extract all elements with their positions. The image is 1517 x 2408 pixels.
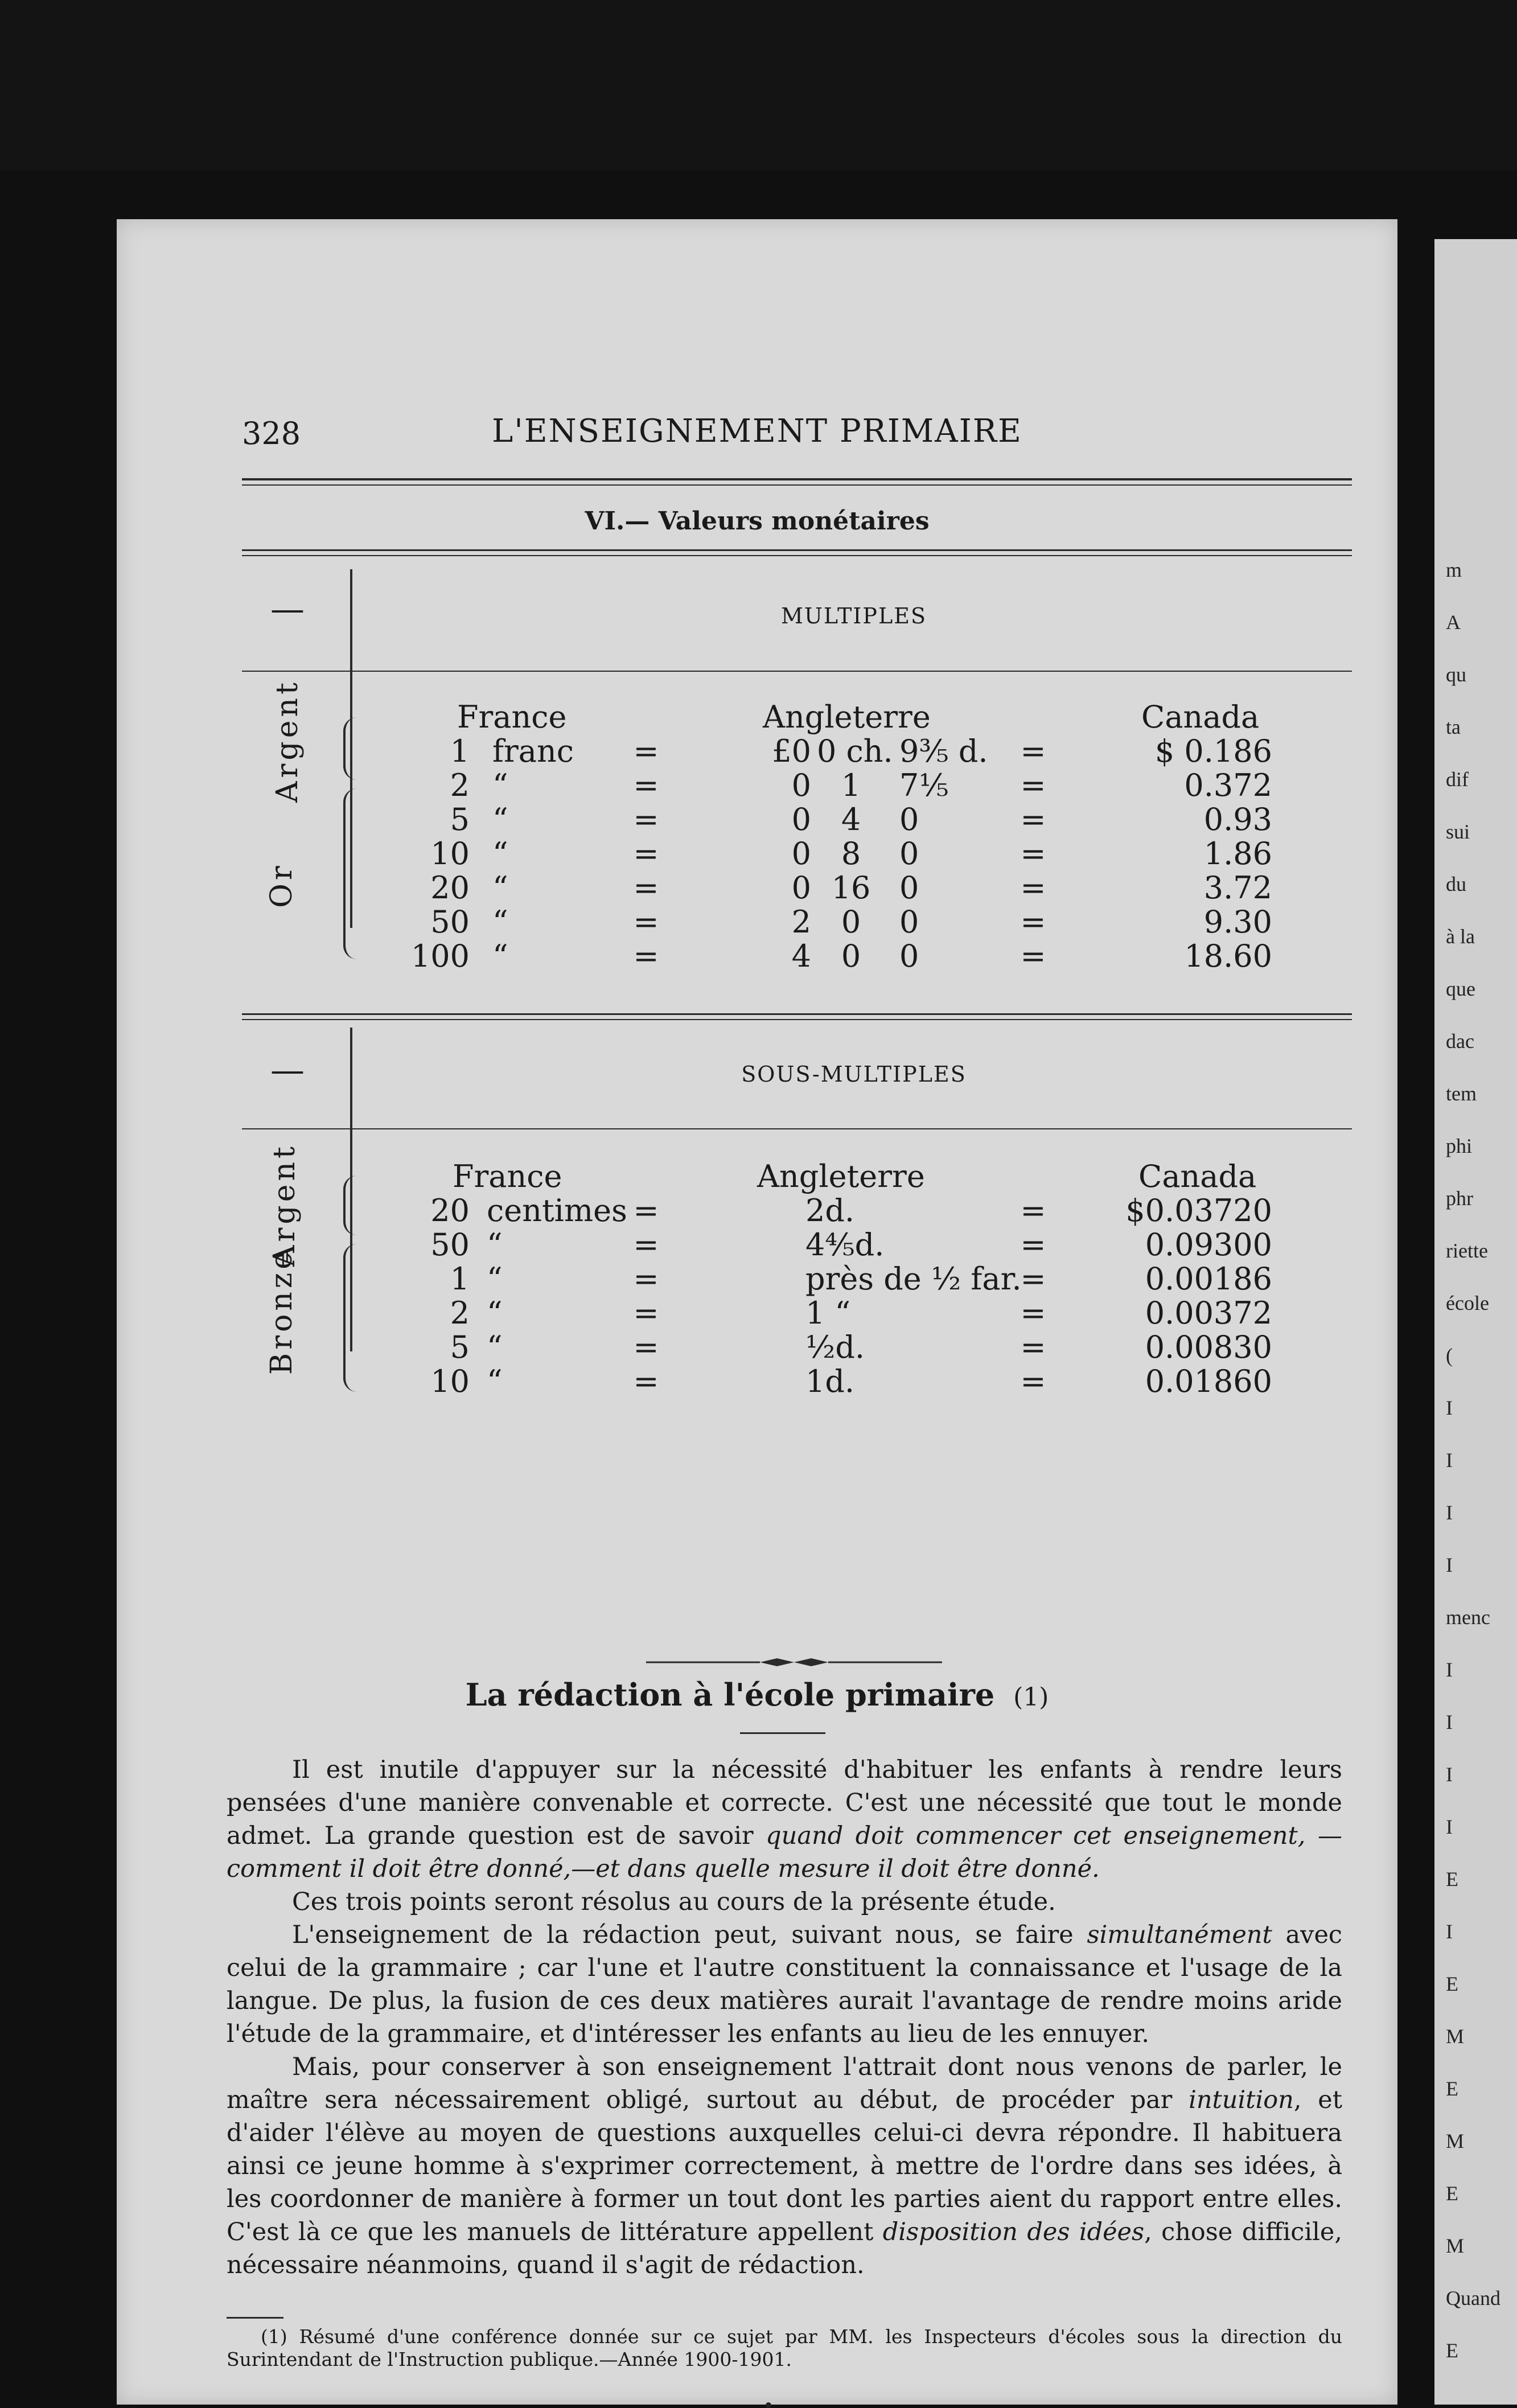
france-unit: “ <box>487 1227 503 1263</box>
adjacent-page-fragment: A <box>1446 611 1461 634</box>
equals-sign: = <box>1020 1329 1046 1365</box>
angleterre-value: 1 “ <box>805 1295 851 1331</box>
canada-value: 0.09300 <box>1145 1227 1272 1263</box>
equals-sign: = <box>633 1227 659 1263</box>
adjacent-page-fragment: I <box>1446 1554 1453 1576</box>
adjacent-page-fragment: I <box>1446 1920 1453 1943</box>
angleterre-shillings: 4 <box>841 802 861 837</box>
column-header-france: France <box>453 1158 562 1194</box>
brace <box>343 788 361 959</box>
multiples-dash: — <box>270 589 305 629</box>
france-amount: 5 <box>450 802 470 837</box>
canada-value: 0.01860 <box>1145 1363 1272 1399</box>
equals-sign: = <box>633 1363 659 1399</box>
multiples-heading: MULTIPLES <box>780 603 927 628</box>
paragraph-text: L'enseignement de la rédaction peut, suivant nous, se faire <box>292 1921 1087 1949</box>
adjacent-page-fragment: E <box>1446 1868 1458 1891</box>
equals-sign: = <box>633 1329 659 1365</box>
paragraph-text: Mais, pour conserver à son enseignement l'attrait dont nous venons de parler, le maître sera nécessairement obligé, surtout au début, de procéder par <box>227 2053 1342 2114</box>
adjacent-page-fragment: I <box>1446 1658 1453 1681</box>
running-title: L'ENSEIGNEMENT PRIMAIRE <box>492 413 1022 450</box>
adjacent-page-fragment: ( <box>1446 1344 1453 1367</box>
france-amount: 2 <box>450 1295 470 1331</box>
equals-sign: = <box>1020 733 1046 769</box>
side-label-argent: Argent <box>268 1143 302 1267</box>
adjacent-page-fragment: E <box>1446 1973 1458 1995</box>
canada-value: 18.60 <box>1184 938 1272 974</box>
side-label-bronze: Bronze <box>265 1248 299 1375</box>
angleterre-shillings: 0 <box>841 938 861 974</box>
adjacent-page-fragment: ta <box>1446 716 1461 738</box>
france-unit: “ <box>492 904 508 940</box>
adjacent-page-fragment: E <box>1446 2182 1458 2205</box>
france-unit: “ <box>487 1261 503 1297</box>
angleterre-pence: 0 <box>899 802 919 837</box>
adjacent-page-fragment: I <box>1446 1763 1453 1786</box>
canada-value: $ 0.186 <box>1154 733 1272 769</box>
canada-value: 0.93 <box>1203 802 1272 837</box>
paragraph <box>227 2051 1342 2282</box>
paragraph-text: , et d'aider l'élève au moyen de questions auxquelles celui-ci devra répondre. Il habituera ainsi ce jeune homme à s'exprimer correctement, à mettre de l'ordre dans ses idées, à les coordonner de manière à former un tout dont les parties aient du rapport entre elles. C'est là ce que les manuels de littérature appellent <box>227 2086 1342 2246</box>
france-unit: franc <box>492 733 574 769</box>
france-unit: centimes <box>487 1193 627 1228</box>
angleterre-shillings: 16 <box>831 870 871 906</box>
angleterre-pence: 7¹⁄₅ <box>899 767 949 803</box>
adjacent-page-fragment: E <box>1446 2077 1458 2100</box>
canada-value: 0.00372 <box>1145 1295 1272 1331</box>
adjacent-page-fragment: du <box>1446 873 1466 895</box>
ornament-divider <box>646 1657 942 1668</box>
adjacent-page-fragment: I <box>1446 1449 1453 1472</box>
angleterre-pounds: 0 <box>791 802 811 837</box>
header-rule-top <box>242 478 1352 480</box>
paragraph <box>227 1918 1342 2051</box>
paragraph-italic: disposition des idées <box>882 2218 1145 2246</box>
canada-value: 1.86 <box>1203 836 1272 872</box>
france-amount: 10 <box>430 1363 470 1399</box>
angleterre-pence: 0 <box>899 938 919 974</box>
adjacent-page-fragment: que <box>1446 977 1475 1000</box>
paragraph <box>227 1753 1342 1885</box>
france-unit: “ <box>492 938 508 974</box>
adjacent-page-fragment: M <box>1446 2025 1465 2048</box>
angleterre-pence: 0 <box>899 870 919 906</box>
equals-sign: = <box>633 1261 659 1297</box>
adjacent-page-fragment: riette <box>1446 1239 1488 1262</box>
column-header-canada: Canada <box>1141 699 1260 735</box>
adjacent-page-fragment: m <box>1446 558 1462 581</box>
angleterre-pounds: £0 <box>772 733 811 769</box>
adjacent-page-fragment: qu <box>1446 663 1466 686</box>
france-amount: 50 <box>430 904 470 940</box>
angleterre-value: près de ½ far. <box>805 1261 1022 1297</box>
article-title <box>117 1676 1397 1713</box>
sous-multiples-heading: SOUS-MULTIPLES <box>741 1062 967 1087</box>
header-rule-bottom <box>242 484 1352 486</box>
equals-sign: = <box>1020 1363 1046 1399</box>
adjacent-page-fragment: tem <box>1446 1082 1477 1105</box>
brace <box>343 717 361 780</box>
equals-sign: = <box>633 733 659 769</box>
equals-sign: = <box>1020 870 1046 906</box>
paragraph-text: , chose difficile, nécessaire néanmoins, quand il s'agit de rédaction. <box>227 2218 1342 2279</box>
equals-sign: = <box>1020 904 1046 940</box>
equals-sign: = <box>1020 1227 1046 1263</box>
equals-sign: = <box>1020 1193 1046 1228</box>
france-unit: “ <box>487 1329 503 1365</box>
angleterre-pence: 0 <box>899 904 919 940</box>
equals-sign: = <box>633 938 659 974</box>
adjacent-page-fragment: école <box>1446 1292 1489 1314</box>
equals-sign: = <box>1020 767 1046 803</box>
france-amount: 100 <box>410 938 470 974</box>
table-rule <box>242 1128 1352 1129</box>
france-amount: 1 <box>450 733 470 769</box>
canada-value: 0.00830 <box>1145 1329 1272 1365</box>
angleterre-shillings: 8 <box>841 836 861 872</box>
footnote: (1) Résumé d'une conférence donnée sur ce sujet par MM. les Inspecteurs d'écoles sous la direction du Surintendant de l'Instruction publique.—Année 1900-1901. <box>227 2325 1342 2370</box>
france-unit: “ <box>492 767 508 803</box>
equals-sign: = <box>1020 938 1046 974</box>
france-amount: 1 <box>450 1261 470 1297</box>
footnote-rule <box>227 2317 283 2319</box>
sous-multiples-dash: — <box>270 1050 305 1090</box>
equals-sign: = <box>1020 1261 1046 1297</box>
adjacent-page-fragment: à la <box>1446 925 1475 948</box>
canada-value: 3.72 <box>1203 870 1272 906</box>
france-amount: 50 <box>430 1227 470 1263</box>
adjacent-page-fragment: phi <box>1446 1135 1473 1157</box>
equals-sign: = <box>633 870 659 906</box>
equals-sign: = <box>1020 1295 1046 1331</box>
canada-value: 9.30 <box>1203 904 1272 940</box>
angleterre-pounds: 0 <box>791 767 811 803</box>
adjacent-page-fragment: sui <box>1446 820 1470 843</box>
equals-sign: = <box>633 802 659 837</box>
canada-value: 0.372 <box>1184 767 1272 803</box>
table-rule <box>242 671 1352 672</box>
adjacent-page-fragment: menc <box>1446 1606 1490 1629</box>
france-unit: “ <box>487 1295 503 1331</box>
table-rule <box>242 549 1352 551</box>
adjacent-page-fragment: dif <box>1446 768 1469 791</box>
france-amount: 10 <box>430 836 470 872</box>
side-label-argent: Argent <box>270 679 305 803</box>
angleterre-value: 1d. <box>805 1363 855 1399</box>
canada-value: 0.00186 <box>1145 1261 1272 1297</box>
paragraph-text: Il est inutile d'appuyer sur la nécessité d'habituer les enfants à rendre leurs pensées d'une manière convenable et correcte. C'est une nécessité que tout le monde admet. La grande question est de savoir <box>227 1756 1342 1850</box>
paragraph-italic: simultanément <box>1087 1921 1272 1949</box>
paragraph-italic: intuition <box>1189 2086 1294 2114</box>
equals-sign: = <box>633 904 659 940</box>
equals-sign: = <box>633 1295 659 1331</box>
footnote-ref: (1) <box>1013 1683 1049 1712</box>
adjacent-page-fragment: I <box>1446 1501 1453 1524</box>
adjacent-page-fragment: Quand <box>1446 2287 1500 2310</box>
adjacent-page-fragment: I <box>1446 1711 1453 1733</box>
equals-sign: = <box>1020 802 1046 837</box>
angleterre-value: 2d. <box>805 1193 855 1228</box>
table-divider <box>350 1028 352 1130</box>
equals-sign: = <box>633 836 659 872</box>
france-amount: 5 <box>450 1329 470 1365</box>
table-rule <box>242 1019 1352 1020</box>
angleterre-value: 4⁴⁄₅d. <box>805 1227 885 1263</box>
adjacent-page-fragment: M <box>1446 2130 1465 2152</box>
angleterre-shillings: 1 <box>841 767 861 803</box>
paragraph-italic: quand doit commencer cet enseignement, — comment il doit être donné,—et dans quelle mesure il doit être donné. <box>227 1822 1342 1883</box>
adjacent-page-fragment: I <box>1446 1815 1453 1838</box>
page-number: 328 <box>242 416 301 451</box>
france-amount: 20 <box>430 1193 470 1228</box>
france-unit: “ <box>487 1363 503 1399</box>
brace <box>343 1176 361 1235</box>
table-rule <box>242 1013 1352 1015</box>
angleterre-pounds: 2 <box>791 904 811 940</box>
france-amount: 2 <box>450 767 470 803</box>
document-page <box>117 219 1397 2405</box>
section-title: VI.— Valeurs monétaires <box>585 507 930 536</box>
page-mark <box>766 2402 771 2408</box>
column-header-france: France <box>457 699 567 735</box>
angleterre-pence: 0 <box>899 836 919 872</box>
angleterre-pounds: 4 <box>791 938 811 974</box>
angleterre-pounds: 0 <box>791 836 811 872</box>
adjacent-page-edge <box>1434 239 1517 2405</box>
adjacent-page-fragment: E <box>1446 2339 1458 2362</box>
france-unit: “ <box>492 836 508 872</box>
article-title-text: La rédaction à l'école primaire <box>465 1676 995 1713</box>
paragraph-text: avec celui de la grammaire ; car l'une et l'autre constituent la connaissance et l'usage de la langue. De plus, la fusion de ces deux matières aurait l'avantage de rendre moins aride l'étude de la grammaire, et d'intéresser les enfants au lieu de les ennuyer. <box>227 1921 1342 2048</box>
angleterre-shillings: 0 ch. <box>817 733 893 769</box>
angleterre-shillings: 0 <box>841 904 861 940</box>
france-unit: “ <box>492 802 508 837</box>
adjacent-page-fragment: I <box>1446 1396 1453 1419</box>
paragraph-text: Ces trois points seront résolus au cours de la présente étude. <box>292 1888 1056 1916</box>
scan-background <box>0 0 1517 171</box>
adjacent-page-fragment: phr <box>1446 1187 1473 1210</box>
angleterre-pence: 9³⁄₅ d. <box>899 733 988 769</box>
angleterre-pounds: 0 <box>791 870 811 906</box>
canada-value: $0.03720 <box>1125 1193 1272 1228</box>
title-underline <box>740 1732 825 1734</box>
angleterre-value: ½d. <box>805 1329 865 1365</box>
column-header-angleterre: Angleterre <box>763 699 931 735</box>
equals-sign: = <box>633 767 659 803</box>
column-header-canada: Canada <box>1138 1158 1257 1194</box>
france-unit: “ <box>492 870 508 906</box>
brace <box>343 1244 361 1392</box>
paragraph <box>227 1885 1342 1918</box>
france-amount: 20 <box>430 870 470 906</box>
equals-sign: = <box>1020 836 1046 872</box>
equals-sign: = <box>633 1193 659 1228</box>
table-rule <box>242 555 1352 556</box>
adjacent-page-fragment: M <box>1446 2234 1465 2257</box>
side-label-or: Or <box>265 862 299 908</box>
adjacent-page-fragment: dac <box>1446 1030 1474 1053</box>
column-header-angleterre: Angleterre <box>757 1158 925 1194</box>
